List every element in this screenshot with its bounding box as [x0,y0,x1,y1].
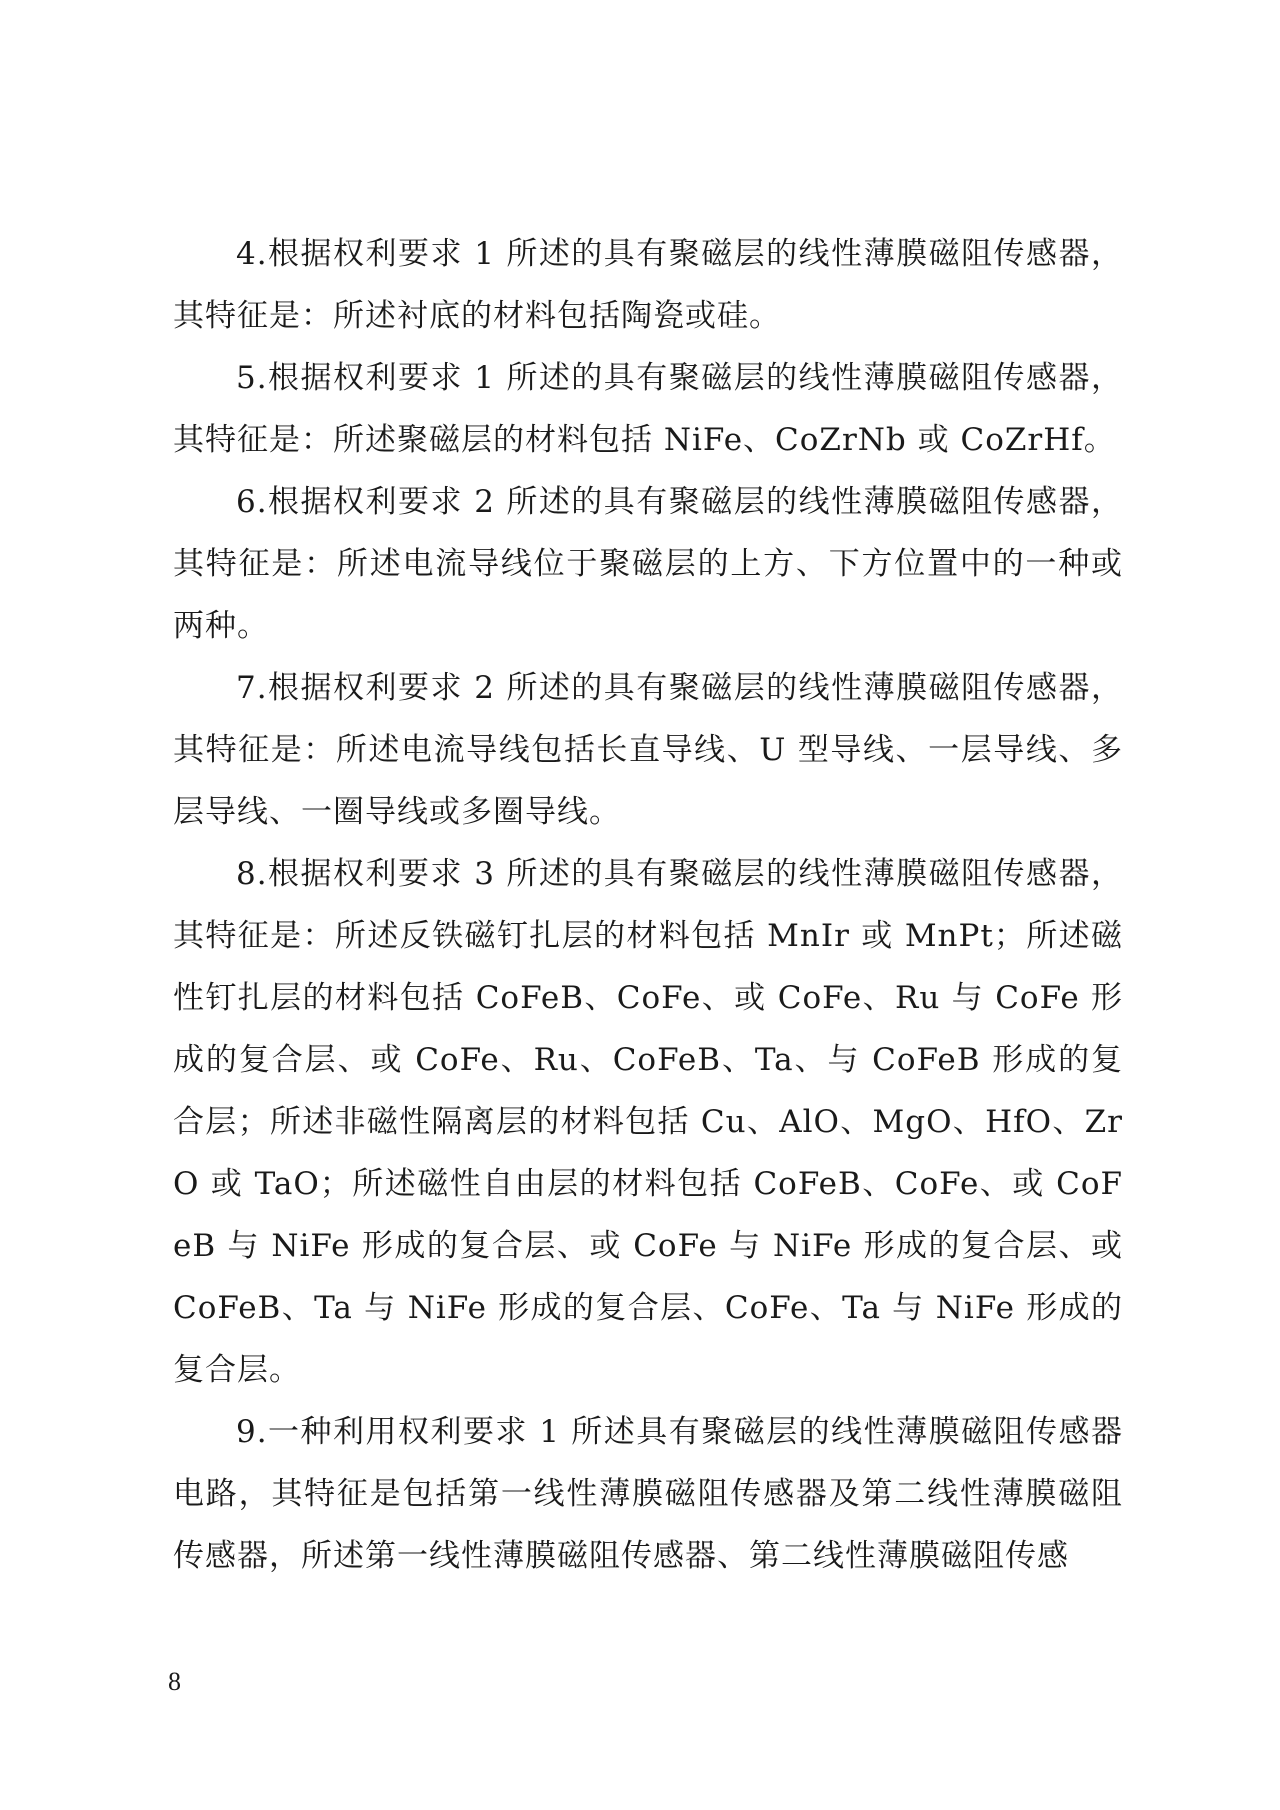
claim-5-paragraph: 5.根据权利要求 1 所述的具有聚磁层的线性薄膜磁阻传感器，其特征是：所述聚磁层的材料包括 NiFe、CoZrNb 或 CoZrHf。 [173,360,1123,458]
claim-9-paragraph: 9.一种利用权利要求 1 所述具有聚磁层的线性薄膜磁阻传感器电路，其特征是包括第一线性薄膜磁阻传感器及第二线性薄膜磁阻传感器，所述第一线性薄膜磁阻传感器、第二线性薄膜磁阻传感 [173,1414,1123,1574]
claim-4-paragraph: 4.根据权利要求 1 所述的具有聚磁层的线性薄膜磁阻传感器，其特征是：所述衬底的材料包括陶瓷或硅。 [173,236,1123,334]
claim-8-paragraph: 8.根据权利要求 3 所述的具有聚磁层的线性薄膜磁阻传感器，其特征是：所述反铁磁钉扎层的材料包括 MnIr 或 MnPt；所述磁性钉扎层的材料包括 CoFeB、CoFe、或 CoFe、Ru 与 CoFe 形成的复合层、或 CoFe、Ru、CoFeB、Ta、与 CoFeB 形成的复合层；所述非磁性隔离层的材料包括 Cu、AlO、MgO、HfO、ZrO 或 TaO；所述磁性自由层的材料包括 CoFeB、CoFe、或 CoFeB 与 NiFe 形成的复合层、或 CoFe 与 NiFe 形成的复合层、或 CoFeB、Ta 与 NiFe 形成的复合层、CoFe、Ta 与 NiFe 形成的复合层。 [173,856,1123,1388]
page-number: 8 [168,1667,181,1696]
claim-7-paragraph: 7.根据权利要求 2 所述的具有聚磁层的线性薄膜磁阻传感器，其特征是：所述电流导线包括长直导线、U 型导线、一层导线、多层导线、一圈导线或多圈导线。 [173,670,1123,830]
claim-6-paragraph: 6.根据权利要求 2 所述的具有聚磁层的线性薄膜磁阻传感器，其特征是：所述电流导线位于聚磁层的上方、下方位置中的一种或两种。 [173,484,1123,644]
claims-body [173,223,1123,1587]
